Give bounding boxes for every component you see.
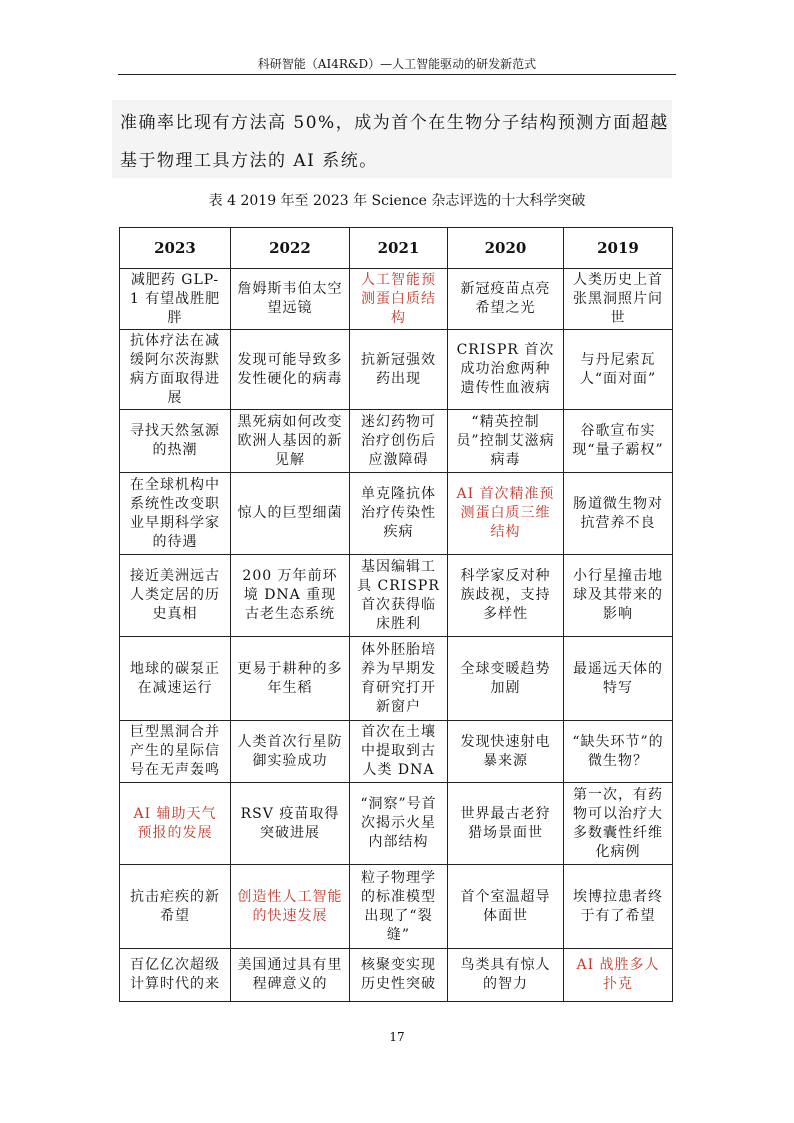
table-cell: 首个室温超导体面世 — [448, 865, 564, 949]
table-cell: 发现快速射电暴来源 — [448, 721, 564, 783]
table-row — [120, 410, 673, 473]
table-row — [120, 269, 673, 330]
table-cell: 抗新冠强效药出现 — [350, 330, 448, 410]
table-cell: 世界最古老狩猎场景面世 — [448, 783, 564, 865]
column-header: 2022 — [231, 228, 350, 269]
table-row — [120, 637, 673, 721]
header-rule — [118, 74, 676, 75]
table-cell: 第一次，有药物可以治疗大多数囊性纤维化病例 — [564, 783, 673, 865]
table-row — [120, 555, 673, 637]
table-cell: 迷幻药物可治疗创伤后应激障碍 — [350, 410, 448, 473]
table-cell: 美国通过具有里程碑意义的 — [231, 949, 350, 1002]
column-header: 2020 — [448, 228, 564, 269]
table-cell: 首次在土壤中提取到古人类 DNA — [350, 721, 448, 783]
table-cell: 百亿亿次超级计算时代的来 — [120, 949, 231, 1002]
table-cell: 粒子物理学的标准模型出现了“裂缝” — [350, 865, 448, 949]
table-cell: “精英控制员”控制艾滋病病毒 — [448, 410, 564, 473]
table-cell: AI 辅助天气预报的发展 — [120, 783, 231, 865]
table-cell: 惊人的巨型细菌 — [231, 473, 350, 555]
table-cell: 科学家反对种族歧视，支持多样性 — [448, 555, 564, 637]
table-cell: 地球的碳泵正在减速运行 — [120, 637, 231, 721]
table-cell: 巨型黑洞合并产生的星际信号在无声轰鸣 — [120, 721, 231, 783]
table-row — [120, 473, 673, 555]
table-cell: 谷歌宣布实现“量子霸权” — [564, 410, 673, 473]
table-cell: 单克隆抗体治疗传染性疾病 — [350, 473, 448, 555]
table-cell: 埃博拉患者终于有了希望 — [564, 865, 673, 949]
table-cell: 与丹尼索瓦人“面对面” — [564, 330, 673, 410]
table-cell: AI 战胜多人扑克 — [564, 949, 673, 1002]
table-cell: 核聚变实现历史性突破 — [350, 949, 448, 1002]
table-cell: RSV 疫苗取得突破进展 — [231, 783, 350, 865]
running-header: 科研智能（AI4R&D）—人工智能驱动的研发新范式 — [257, 57, 537, 71]
table-row — [120, 949, 673, 1002]
table-row — [120, 783, 673, 865]
table-cell: 抗击疟疾的新希望 — [120, 865, 231, 949]
column-header: 2019 — [564, 228, 673, 269]
table-cell: CRISPR 首次成功治愈两种遗传性血液病 — [448, 330, 564, 410]
table-row — [120, 330, 673, 410]
table-header-row — [120, 228, 673, 269]
table-cell: “缺失环节”的微生物？ — [564, 721, 673, 783]
table-cell: 体外胚胎培养为早期发育研究打开新窗户 — [350, 637, 448, 721]
table-row — [120, 865, 673, 949]
table-cell: AI 首次精准预测蛋白质三维结构 — [448, 473, 564, 555]
table-cell: 发现可能导致多发性硬化的病毒 — [231, 330, 350, 410]
breakthrough-table — [119, 227, 673, 1002]
column-header: 2023 — [120, 228, 231, 269]
intro-line-1: 准确率比现有方法高 50%，成为首个在生物分子结构预测方面超越 — [120, 113, 669, 133]
table-cell: 减肥药 GLP-1 有望战胜肥胖 — [120, 269, 231, 330]
table-cell: 人工智能预测蛋白质结构 — [350, 269, 448, 330]
table-cell: 肠道微生物对抗营养不良 — [564, 473, 673, 555]
table-cell: 寻找天然氢源的热潮 — [120, 410, 231, 473]
table-cell: 200 万年前环境 DNA 重现古老生态系统 — [231, 555, 350, 637]
table-cell: 小行星撞击地球及其带来的影响 — [564, 555, 673, 637]
table-cell: 人类历史上首张黑洞照片问世 — [564, 269, 673, 330]
table-caption: 表 4 2019 年至 2023 年 Science 杂志评选的十大科学突破 — [208, 193, 586, 209]
table-cell: 接近美洲远古人类定居的历史真相 — [120, 555, 231, 637]
table-cell: 新冠疫苗点亮希望之光 — [448, 269, 564, 330]
table-cell: 创造性人工智能的快速发展 — [231, 865, 350, 949]
table-cell: 基因编辑工具 CRISPR 首次获得临床胜利 — [350, 555, 448, 637]
table-cell: 最遥远天体的特写 — [564, 637, 673, 721]
table-cell: 鸟类具有惊人的智力 — [448, 949, 564, 1002]
intro-line-2: 基于物理工具方法的 AI 系统。 — [120, 151, 378, 171]
table-cell: “洞察”号首次揭示火星内部结构 — [350, 783, 448, 865]
table-cell: 全球变暖趋势加剧 — [448, 637, 564, 721]
table-row — [120, 721, 673, 783]
table-cell: 抗体疗法在减缓阿尔茨海默病方面取得进展 — [120, 330, 231, 410]
table-cell: 黑死病如何改变欧洲人基因的新见解 — [231, 410, 350, 473]
page-number: 17 — [389, 1030, 405, 1044]
column-header: 2021 — [350, 228, 448, 269]
table-cell: 更易于耕种的多年生稻 — [231, 637, 350, 721]
table-cell: 詹姆斯韦伯太空望远镜 — [231, 269, 350, 330]
table-cell: 人类首次行星防御实验成功 — [231, 721, 350, 783]
table-cell: 在全球机构中系统性改变职业早期科学家的待遇 — [120, 473, 231, 555]
